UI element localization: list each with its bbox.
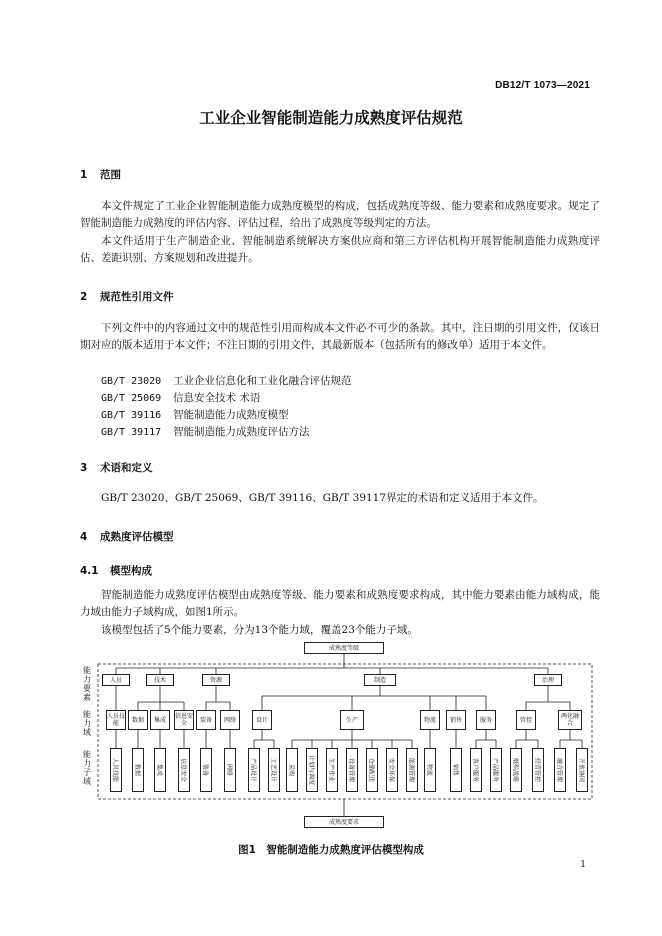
maturity-requirement-box: 成熟度要求: [304, 816, 384, 828]
subdomain-box: [132, 748, 144, 792]
subdomain-label: 装备: [201, 763, 209, 777]
subdomain-box: [154, 748, 166, 792]
subdomain-label: 能源管理: [407, 757, 415, 783]
subdomain-label: 信息安全: [179, 757, 187, 783]
side-label-domains: 能力域: [83, 710, 91, 737]
subdomain-label: 产品设计: [249, 757, 257, 783]
subdomain-label: 网络: [225, 763, 233, 777]
subdomain-box: [306, 748, 318, 792]
domain-box: 物流: [420, 710, 440, 730]
subdomain-box: [554, 748, 566, 792]
subdomain-box: [200, 748, 212, 792]
section-title: 术语和定义: [100, 462, 153, 474]
subdomain-box: [248, 748, 260, 792]
subdomain-label: 人员技能: [111, 757, 119, 783]
section-3-paragraph-1: GB/T 23020、GB/T 25069、GB/T 39116、GB/T 39117界定的术语和定义适用于本文件。: [101, 492, 544, 504]
subdomain-label: 销售: [451, 763, 459, 777]
domain-box: 装备: [196, 710, 216, 730]
subdomain-box: [110, 748, 122, 792]
section-number: 2: [80, 291, 88, 303]
domain-box: 集成: [150, 710, 170, 730]
reference-code: GB/T 23020: [101, 376, 162, 387]
section-number: 4.1: [80, 565, 99, 577]
section-number: 1: [80, 169, 88, 181]
reference-name: 智能制造能力成熟度模型: [173, 409, 289, 421]
domain-box: 生产: [340, 710, 364, 730]
element-governance: 治理: [534, 674, 562, 686]
section-number: 3: [80, 462, 88, 474]
domain-box: 服务: [476, 710, 496, 730]
maturity-model-diagram: [82, 640, 598, 840]
subdomain-box: [326, 748, 338, 792]
maturity-level-box: 成熟度等级: [304, 642, 384, 654]
subdomain-label: 融合管理: [555, 757, 563, 783]
subdomain-box: [576, 748, 588, 792]
subdomain-label: 数据: [133, 763, 141, 777]
element-manufacturing: 制造: [364, 674, 396, 686]
subdomain-box: [510, 748, 522, 792]
section-4-1-heading: [80, 563, 152, 578]
subdomain-box: [178, 748, 190, 792]
element-personnel: 人员: [102, 674, 130, 686]
section-number: 4: [80, 531, 88, 543]
subdomain-label: 采购: [287, 763, 295, 777]
section-1-paragraph-2: 本文件适用于生产制造企业、智能制造系统解决方案供应商和第三方评估机构开展智能制造能力成熟度评估、差距识别、方案规划和改进提升。: [80, 235, 600, 265]
domain-box: 管控: [516, 710, 536, 730]
subdomain-box: [366, 748, 378, 792]
reference-code: GB/T 39116: [101, 410, 162, 421]
reference-item: [101, 390, 260, 405]
subdomain-label: 物流: [425, 763, 433, 777]
reference-item: [101, 407, 289, 422]
subdomain-label: 开放协同: [577, 757, 585, 783]
side-label-subdomains: 能力子域: [83, 750, 91, 786]
subdomain-box: [490, 748, 502, 792]
subdomain-label: 设备管理: [347, 757, 355, 783]
reference-name: 工业企业信息化和工业化融合评估规范: [173, 375, 352, 387]
doc-number: DB12/T 1073—2021: [495, 80, 590, 91]
side-label-elements: 能力要素: [83, 666, 91, 702]
page-title: 工业企业智能制造能力成熟度评估规范: [199, 109, 463, 127]
reference-name: 智能制造能力成熟度评估方法: [173, 426, 310, 438]
page-number: 1: [580, 860, 586, 870]
reference-code: GB/T 39117: [101, 427, 162, 438]
subdomain-label: 客户服务: [471, 757, 479, 783]
subdomain-box: [386, 748, 398, 792]
subdomain-label: 集成: [155, 763, 163, 777]
domain-box: 销售: [446, 710, 466, 730]
reference-item: [101, 424, 310, 439]
subdomain-label: 经营管控: [533, 757, 541, 783]
section-title: 范围: [100, 169, 121, 181]
subdomain-box: [532, 748, 544, 792]
subdomain-label: 计划与调度: [307, 754, 315, 786]
reference-code: GB/T 25069: [101, 393, 162, 404]
subdomain-label: 组织战略: [511, 757, 519, 783]
subdomain-box: [346, 748, 358, 792]
subdomain-label: 生产作业: [327, 757, 335, 783]
element-technology: 技术: [146, 674, 174, 686]
subdomain-box: [470, 748, 482, 792]
subdomain-box: [224, 748, 236, 792]
subdomain-box: [406, 748, 418, 792]
domain-box: 人员技能: [106, 710, 126, 730]
subdomain-box: [286, 748, 298, 792]
domain-box: 网络: [220, 710, 240, 730]
subdomain-box: [268, 748, 280, 792]
subdomain-box: [450, 748, 462, 792]
subdomain-label: 产品服务: [491, 757, 499, 783]
element-resource: 资源: [202, 674, 230, 686]
subdomain-label: 仓储配送: [367, 757, 375, 783]
subdomain-label: 工艺设计: [269, 757, 277, 783]
reference-item: [101, 373, 352, 388]
section-title: 模型构成: [110, 565, 152, 577]
section-2-heading: [80, 289, 174, 304]
section-4-1-paragraph-2: 该模型包括了5个能力要素，分为13个能力域，覆盖23个能力子域。: [101, 624, 418, 636]
section-1-heading: [80, 167, 121, 182]
figure-caption: 图1 智能制造能力成熟度评估模型构成: [238, 844, 424, 856]
subdomain-label: 安全环保: [387, 757, 395, 783]
domain-box: 两化融合: [558, 710, 582, 730]
domain-box: 数据: [128, 710, 148, 730]
section-title: 成熟度评估模型: [100, 531, 174, 543]
subdomain-box: [424, 748, 436, 792]
section-3-heading: [80, 460, 153, 475]
domain-box: 信息安全: [174, 710, 194, 730]
section-1-paragraph-1: 本文件规定了工业企业智能制造能力成熟度模型的构成，包括成熟度等级、能力要素和成熟度要求。规定了智能制造能力成熟度的评估内容、评估过程，给出了成熟度等级判定的方法。: [80, 200, 600, 230]
diagram-connectors: [82, 640, 598, 840]
section-4-1-paragraph-1: 智能制造能力成熟度评估模型由成熟度等级、能力要素和成熟度要求构成，其中能力要素由能力域构成，能力域由能力子域构成，如图1所示。: [80, 589, 600, 619]
domain-box: 设计: [252, 710, 272, 730]
section-4-heading: [80, 529, 174, 544]
reference-name: 信息安全技术 术语: [173, 392, 261, 404]
section-title: 规范性引用文件: [100, 291, 174, 303]
section-2-paragraph-1: 下列文件中的内容通过文中的规范性引用而构成本文件必不可少的条款。其中，注日期的引用文件，仅该日期对应的版本适用于本文件；不注日期的引用文件，其最新版本（包括所有的修改单）适用于本文件。: [80, 322, 600, 352]
